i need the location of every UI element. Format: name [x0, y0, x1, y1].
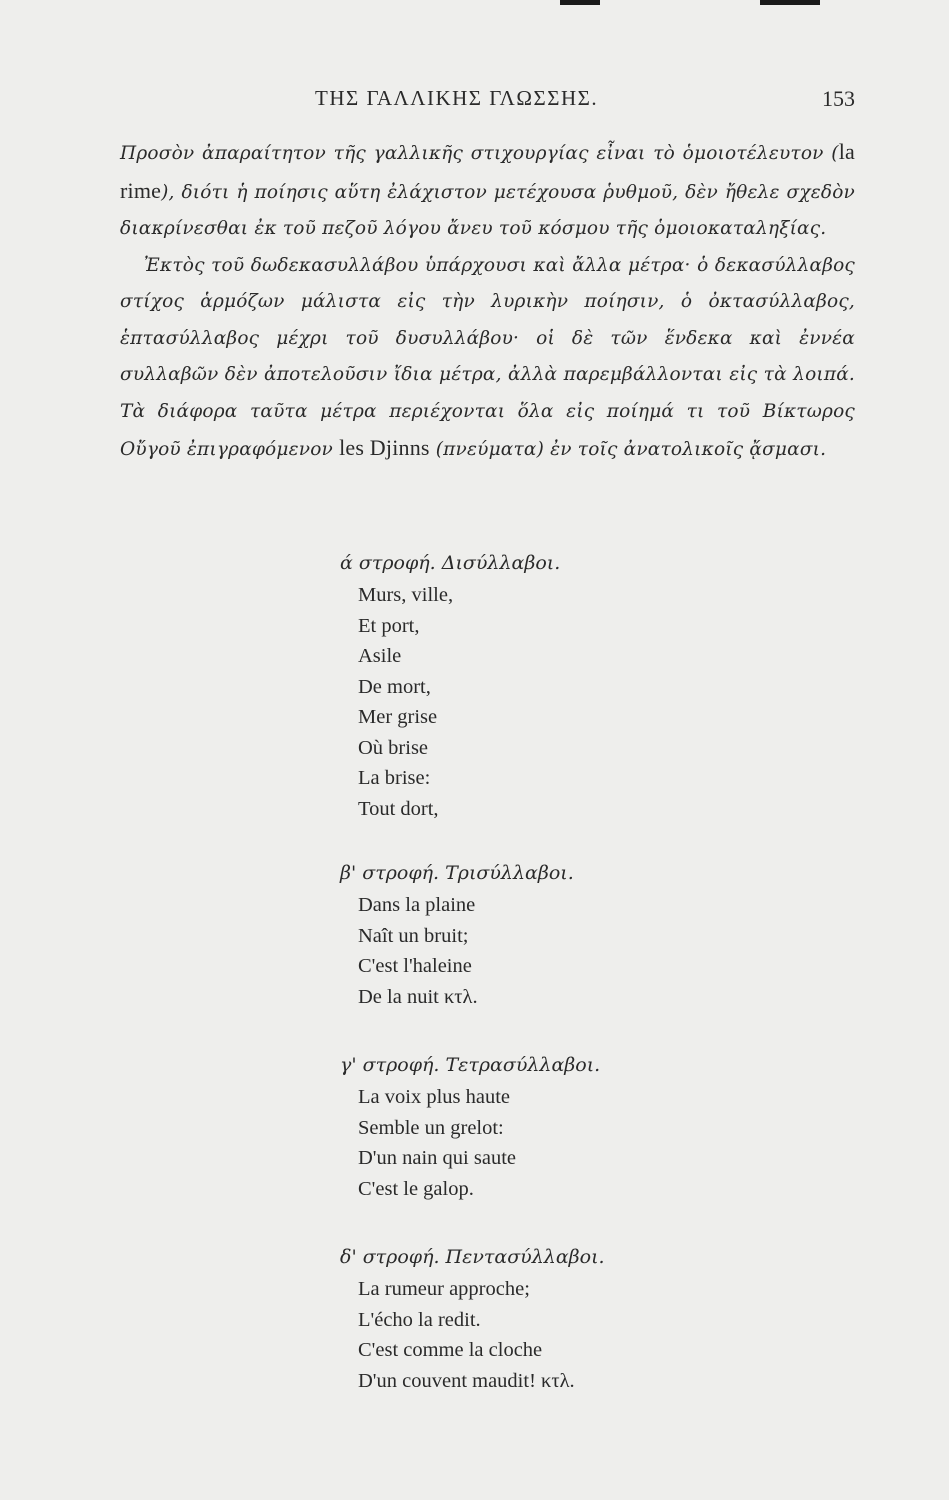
verse-line: C'est le galop. — [358, 1177, 474, 1200]
verse-line: Mer grise — [358, 706, 438, 728]
verse-line: De mort, — [358, 675, 431, 698]
verse-line: La voix plus haute — [358, 1086, 511, 1108]
latin-term: les Djinns — [339, 435, 430, 460]
verse-line: La brise: — [358, 767, 431, 789]
verse-line: Où brise — [358, 736, 429, 759]
verse-line: D'un couvent maudit! κτλ. — [358, 1369, 575, 1392]
page-header — [120, 86, 855, 118]
verse-lines — [358, 580, 560, 824]
stanza-4 — [318, 1246, 605, 1396]
paragraph — [120, 248, 855, 469]
stanza-3 — [318, 1054, 600, 1204]
verse-line: C'est l'haleine — [358, 955, 472, 977]
stanza-2 — [318, 862, 574, 1012]
paragraph-text: (πνεύματα) ἐν τοῖς ἀνατολικοῖς ᾄσμασι. — [429, 439, 827, 460]
latin-term: la rime — [120, 139, 855, 203]
verse-line: Murs, ville, — [358, 584, 454, 606]
verse-line: De la nuit κτλ. — [358, 985, 478, 1008]
verse-line: Semble un grelot: — [358, 1116, 504, 1139]
running-title: ΤΗΣ ΓΑΛΛΙΚΗΣ ΓΛΩΣΣΗΣ. — [315, 86, 599, 110]
verse-line: Tout dort, — [358, 797, 439, 820]
paragraph-text: ), διότι ἡ ποίησις αὕτη ἐλάχιστον μετέχουσα ῥυθμοῦ, δὲν ἤθελε σχεδὸν διακρίνεσθαι ἐκ τοῦ πεζοῦ λόγου ἄνευ τοῦ κόσμου τῆς ὁμοιοκαταληξίας. — [120, 181, 855, 239]
paragraph-text: Ἐκτὸς τοῦ δωδεκασυλλάβου ὑπάρχουσι καὶ ἄλλα μέτρα· ὁ δεκασύλλαβος στίχος ἁρμόζων μάλιστα εἰς τὴν λυρικὴν ποίησιν, ὁ ὀκτασύλλαβος, ἑπτασύλλαβος μέχρι τοῦ δυσυλλάβου· οἱ δὲ τῶν ἕνδεκα καὶ ἐννέα συλλαβῶν δὲν ἀποτελοῦσιν ἴδια μέτρα, ἀλλὰ παρεμβάλλονται εἰς τὰ λοιπά. Τὰ διάφορα ταῦτα μέτρα περιέχονται ὅλα εἰς ποίημά τι τοῦ Βίκτωρος Οὔγοῦ ἐπιγραφόμενον — [120, 254, 855, 460]
stanza-heading: β' στροφή. Τρισύλλαβοι. — [340, 862, 574, 884]
verse-line: Asile — [358, 645, 402, 667]
scan-edge-mark — [560, 0, 600, 5]
scan-edge-mark — [760, 0, 820, 5]
verse-lines — [358, 890, 574, 1012]
stanza-heading: δ' στροφή. Πεντασύλλαβοι. — [340, 1246, 605, 1268]
body-text — [120, 134, 855, 469]
verse-lines — [358, 1274, 605, 1396]
verse-line: Naît un bruit; — [358, 924, 469, 947]
stanza-1 — [318, 552, 560, 824]
verse-line: Et port, — [358, 614, 420, 637]
verse-lines — [358, 1082, 600, 1204]
page-number: 153 — [822, 86, 855, 111]
verse-line: D'un nain qui saute — [358, 1147, 516, 1169]
stanza-heading: γ' στροφή. Τετρασύλλαβοι. — [340, 1054, 601, 1076]
paragraph — [120, 134, 855, 248]
verse-line: C'est comme la cloche — [358, 1339, 543, 1361]
stanza-heading: ά στροφή. Δισύλλαβοι. — [340, 552, 561, 574]
paragraph-text: Προσὸν ἀπαραίτητον τῆς γαλλικῆς στιχουργίας εἶναι τὸ ὁμοιοτέλευτον ( — [120, 143, 839, 164]
verse-line: Dans la plaine — [358, 894, 476, 916]
verse-line: La rumeur approche; — [358, 1278, 530, 1300]
verse-line: L'écho la redit. — [358, 1308, 481, 1331]
